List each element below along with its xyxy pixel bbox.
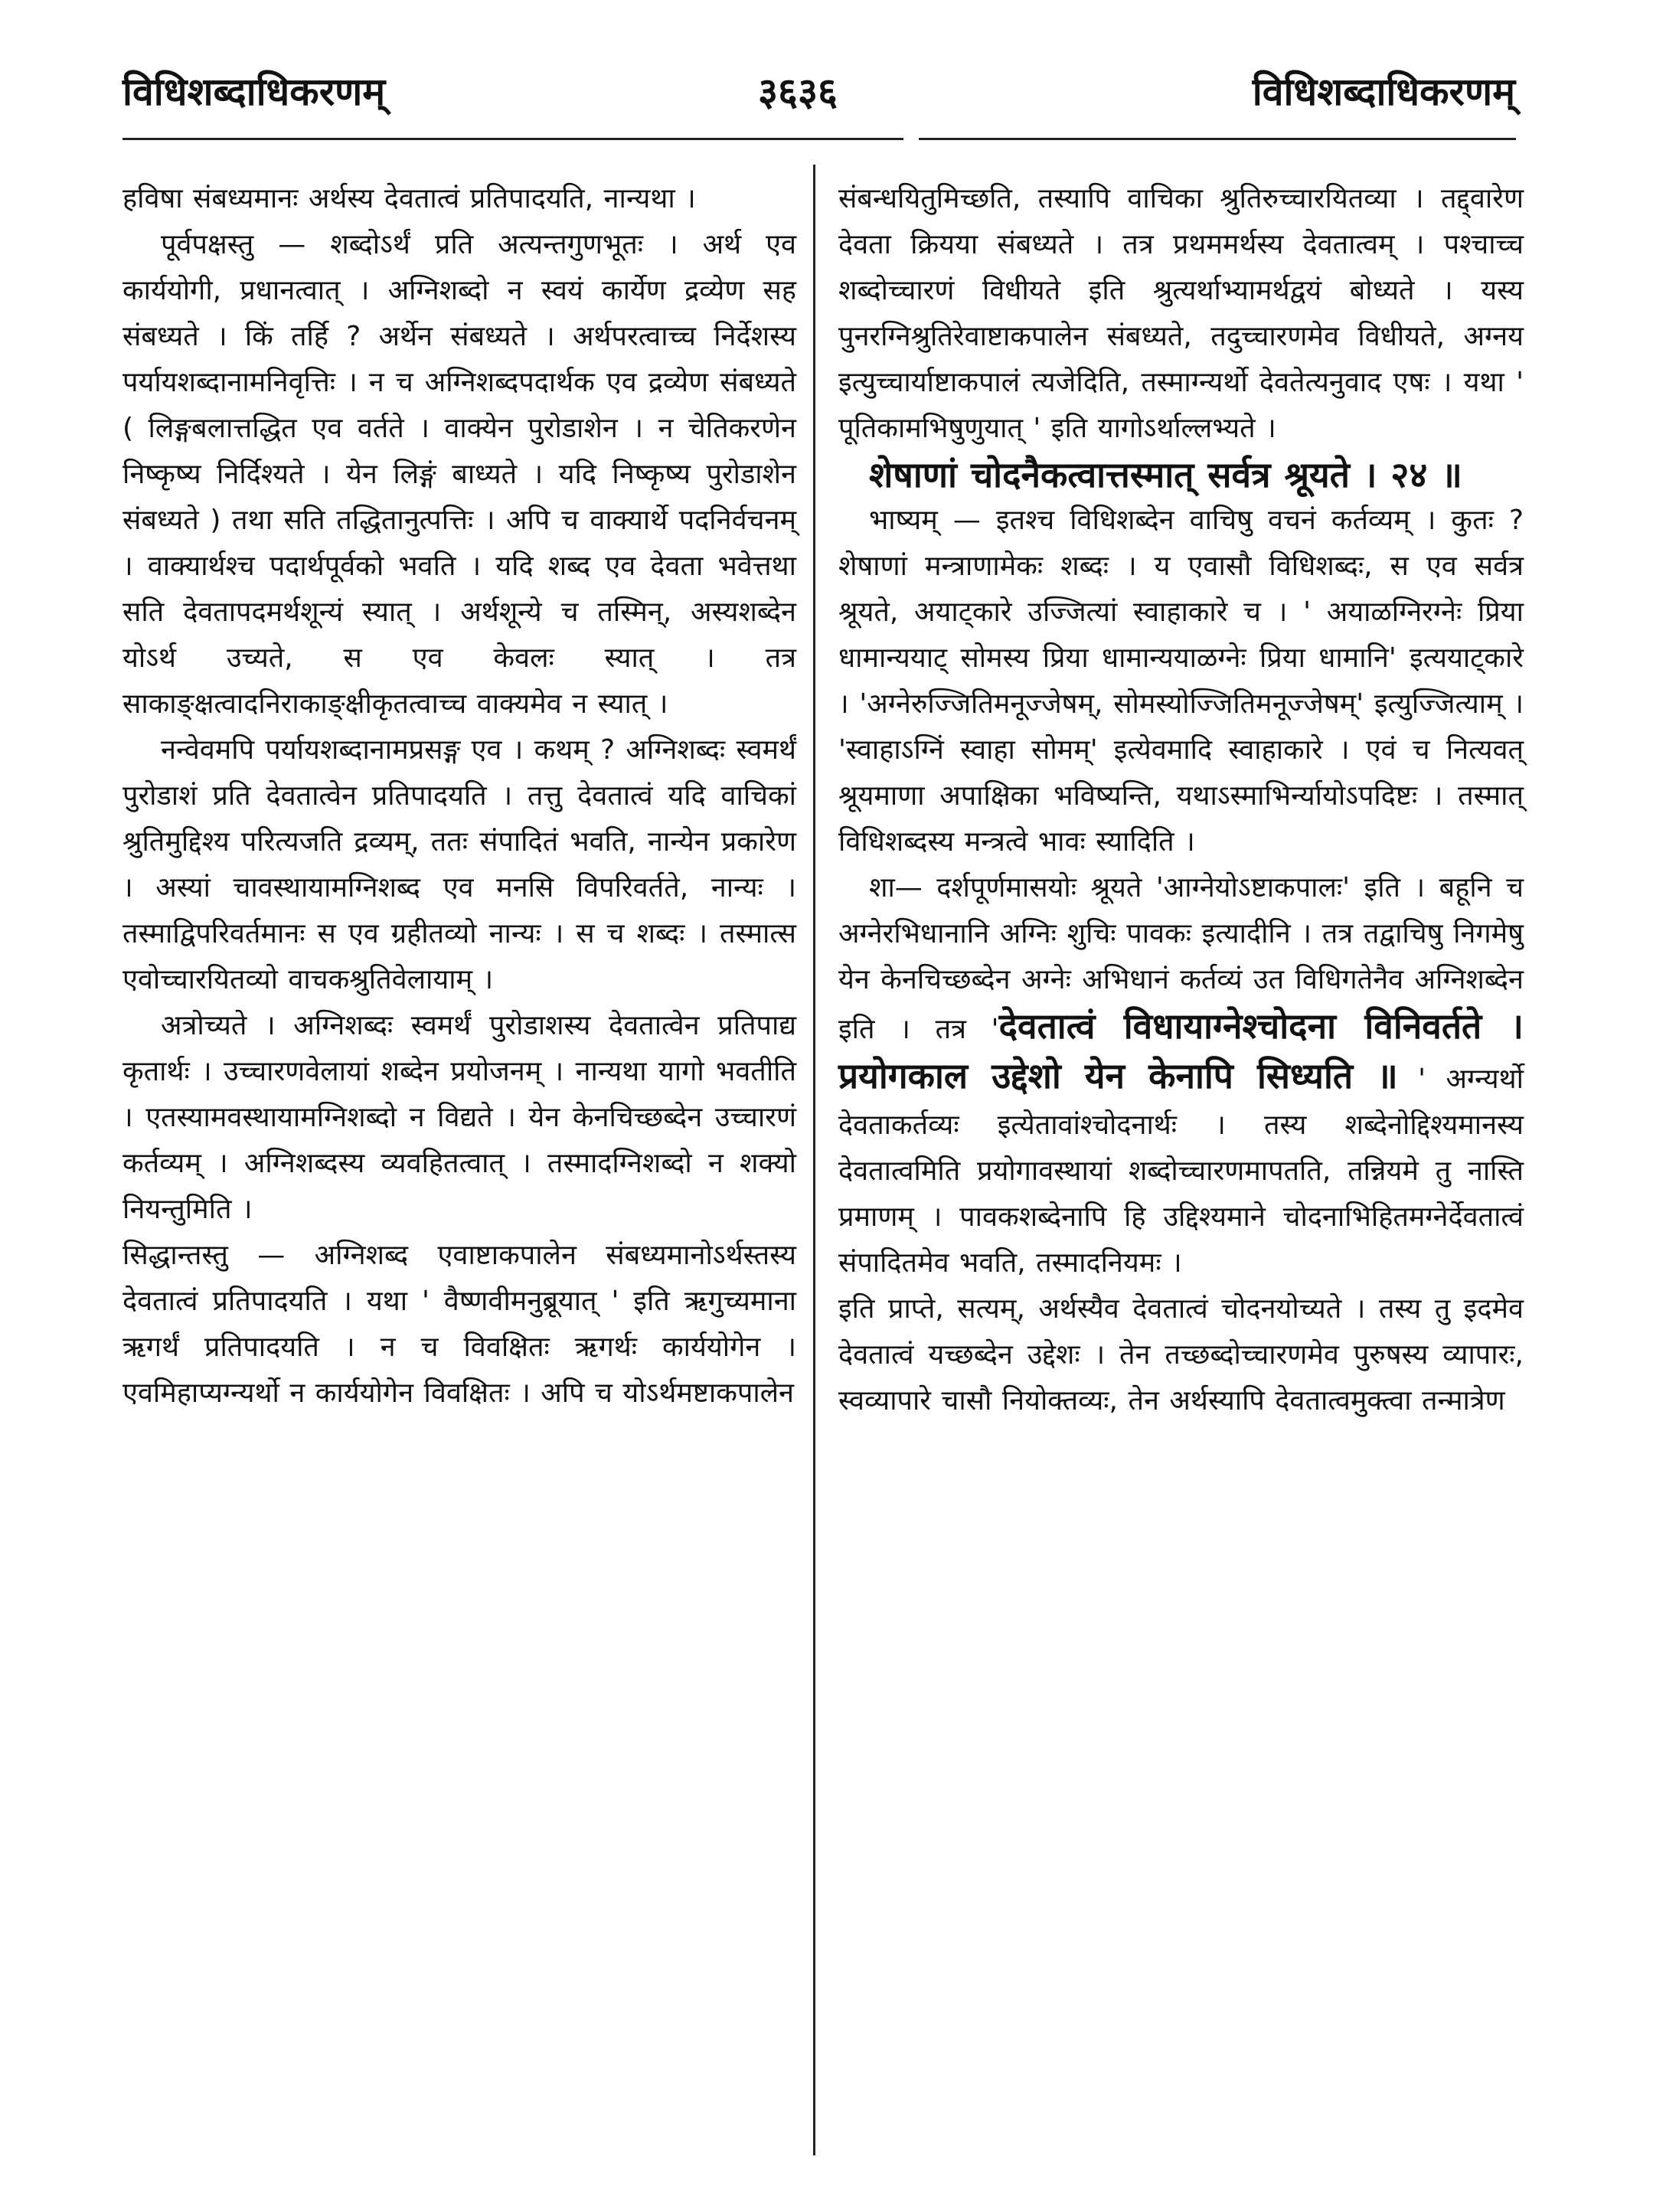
- left-para-2: पूर्वपक्षस्तु — शब्दोऽर्थं प्रति अत्यन्तगुणभूतः । अर्थ एव कार्ययोगी, प्रधानत्वात् । अग्निशब्दो न स्वयं कार्येण द्रव्येण सह संबध्यते । किं तर्हि ? अर्थेन संबध्यते । अर्थपरत्वाच्च निर्देशस्य पर्यायशब्दानामनिवृत्तिः । न च अग्निशब्दपदार्थक एव द्रव्येण संबध्यते ( लिङ्गबलात्तद्धित एव वर्तते । वाक्येन पुरोडाशेन । न चेतिकरणेन निष्कृष्य निर्दिश्यते । येन लिङ्गं बाध्यते । यदि निष्कृष्य पुरोडाशेन संबध्यते ) तथा सति तद्धितानुत्पत्तिः । अपि च वाक्यार्थे पदनिर्वचनम् । वाक्यार्थश्च पदार्थपूर्वको भवति । यदि शब्द एव देवता भवेत्तथा सति देवतापदमर्थशून्यं स्यात् । अर्थशून्ये च तस्मिन्, अस्यशब्देन योऽर्थ उच्यते, स एव केवलः स्यात् । तत्र साकाङ्क्षत्वादनिराकाङ्क्षीकृतत्वाच्च वाक्यमेव न स्यात् ।: [123, 229, 796, 720]
- running-head-left: विधिशब्दाधिकरणम्: [123, 70, 386, 114]
- right-column: [838, 176, 1524, 1424]
- left-para-4: अत्रोच्यते । अग्निशब्दः स्वमर्थं पुरोडाशस्य देवतात्वेन प्रतिपाद्य कृतार्थः । उच्चारणवेलायां शब्देन प्रयोजनम् । नान्यथा यागो भवतीति । एतस्यामवस्थायामग्निशब्दो न विद्यते । येन केनचिच्छब्देन उच्चारणं कर्तव्यम् । अग्निशब्दस्य व्यवहितत्वात् । तस्मादग्निशब्दो न शक्यो नियन्तुमिति ।: [123, 1010, 796, 1225]
- sutra-24: शेषाणां चोदनैकत्वात्तस्मात् सर्वत्र श्रूयते । २४ ॥: [869, 454, 1462, 495]
- left-para-5: सिद्धान्तस्तु — अग्निशब्द एवाष्टाकपालेन संबध्यमानोऽर्थस्तस्य देवतात्वं प्रतिपादयति । यथा ' वैष्णवीमनुब्रूयात् ' इति ऋगुच्यमाना ऋगर्थं प्रतिपादयति । न च विवक्षितः ऋगर्थः कार्ययोगेन । एवमिहाप्यग्न्यर्थो न कार्ययोगेन विवक्षितः । अपि च योऽर्थमष्टाकपालेन: [123, 1240, 796, 1409]
- left-column: [123, 176, 796, 1416]
- header-rule-left: [123, 138, 903, 140]
- page-number: ३६३६: [758, 70, 838, 114]
- right-para-1: संबन्धयितुमिच्छति, तस्यापि वाचिका श्रुतिरुच्चारयितव्या । तद्द्वारेण देवता क्रियया संबध्यते । तत्र प्रथममर्थस्य देवतात्वम् । पश्चाच्च शब्दोच्चारणं विधीयते इति श्रुत्यर्थाभ्यामर्थद्वयं बोध्यते । यस्य पुनरग्निश्रुतिरेवाष्टाकपालेन संबध्यते, तदुच्चारणमेव विधीयते, अग्नय इत्युच्चार्याष्टाकपालं त्यजेदिति, तस्माग्न्यर्थो देवतेत्यनुवाद एषः । यथा ' पूतिकामभिषुणुयात् ' इति यागोऽर्थाल्लभ्यते ।: [838, 183, 1524, 444]
- column-divider: [813, 165, 815, 2155]
- left-para-3: नन्वेवमपि पर्यायशब्दानामप्रसङ्ग एव । कथम् ? अग्निशब्दः स्वमर्थं पुरोडाशं प्रति देवतात्वेन प्रतिपादयति । तत्तु देवतात्वं यदि वाचिकां श्रुतिमुद्दिश्य परित्यजति द्रव्यम्, ततः संपादितं भवति, नान्येन प्रकारेण । अस्यां चावस्थायामग्निशब्द एव मनसि विपरिवर्तते, नान्यः । तस्माद्विपरिवर्तमानः स एव ग्रहीतव्यो नान्यः । स च शब्दः । तस्मात्स एवोच्चारयितव्यो वाचकश्रुतिवेलायाम् ।: [123, 734, 796, 995]
- shastra-verse-quote: देवतात्वं विधायाग्नेश्चोदना विनिवर्तते । प्रयोगकाल उद्देशो येन केनापि सिध्यति ॥: [838, 1005, 1524, 1096]
- right-final-paragraph: इति प्राप्ते, सत्यम्, अर्थस्यैव देवतात्वं चोदनयोच्यते । तस्य तु इदमेव देवतात्वं यच्छब्देन उद्देशः । तेन तच्छब्दोच्चारणमेव पुरुषस्य व्यापारः, स्वव्यापारे चासौ नियोक्तव्यः, तेन अर्थस्यापि देवतात्वमुक्त्वा तन्मात्रेण: [838, 1293, 1524, 1416]
- left-para-1: हविषा संबध्यमानः अर्थस्य देवतात्वं प्रतिपादयति, नान्यथा ।: [123, 183, 696, 214]
- shastra-text-before: शा— दर्शपूर्णमासयोः श्रूयते 'आग्नेयोऽष्टाकपालः' इति । बहूनि च अग्नेरभिधानानि अग्निः शुचिः पावकः इत्यादीनि । तत्र तद्वाचिषु निगमेषु येन केनचिच्छब्देन अग्नेः अभिधानं कर्तव्यं उत विधिगतेनैव अग्निशब्देन इति । तत्र ': [838, 872, 1524, 1045]
- shastradipika-paragraph: [838, 865, 1524, 1286]
- bhashya-paragraph: भाष्यम् — इतश्च विधिशब्देन वाचिषु वचनं कर्तव्यम् । कुतः ? शेषाणां मन्त्राणामेकः शब्दः । य एवासौ विधिशब्दः, स एव सर्वत्र श्रूयते, अयाट्कारे उज्जित्यां स्वाहाकारे च । ' अयाळग्निरग्नेः प्रिया धामान्ययाट् सोमस्य प्रिया धामान्ययाळग्नेः प्रिया धामानि' इत्ययाट्कारे । 'अग्नेरुज्जितिमनूज्जेषम्, सोमस्योज्जितिमनूज्जेषम्' इत्युज्जित्याम् । 'स्वाहाऽग्निं स्वाहा सोमम्' इत्येवमादि स्वाहाकारे । एवं च नित्यवत् श्रूयमाणा अपाक्षिका भविष्यन्ति, यथाऽस्माभिर्न्यायोऽपदिष्टः । तस्मात् विधिशब्दस्य मन्त्रत्वे भावः स्यादिति ।: [838, 505, 1524, 858]
- shastra-text-after: ' अग्न्यर्थो देवताकर्तव्यः इत्येतावांश्चोदनार्थः । तस्य शब्देनोद्दिश्यमानस्य देवतात्वमिति प्रयोगावस्थायां शब्दोच्चारणमापतति, तन्नियमे तु नास्ति प्रमाणम् । पावकशब्देनापि हि उद्दिश्यमाने चोदनाभिहितमग्नेर्देवतात्वं संपादितमेव भवति, तस्मादनियमः ।: [838, 1064, 1524, 1279]
- header-rule-right: [919, 138, 1516, 140]
- running-head-right: विधिशब्दाधिकरणम्: [1252, 70, 1515, 114]
